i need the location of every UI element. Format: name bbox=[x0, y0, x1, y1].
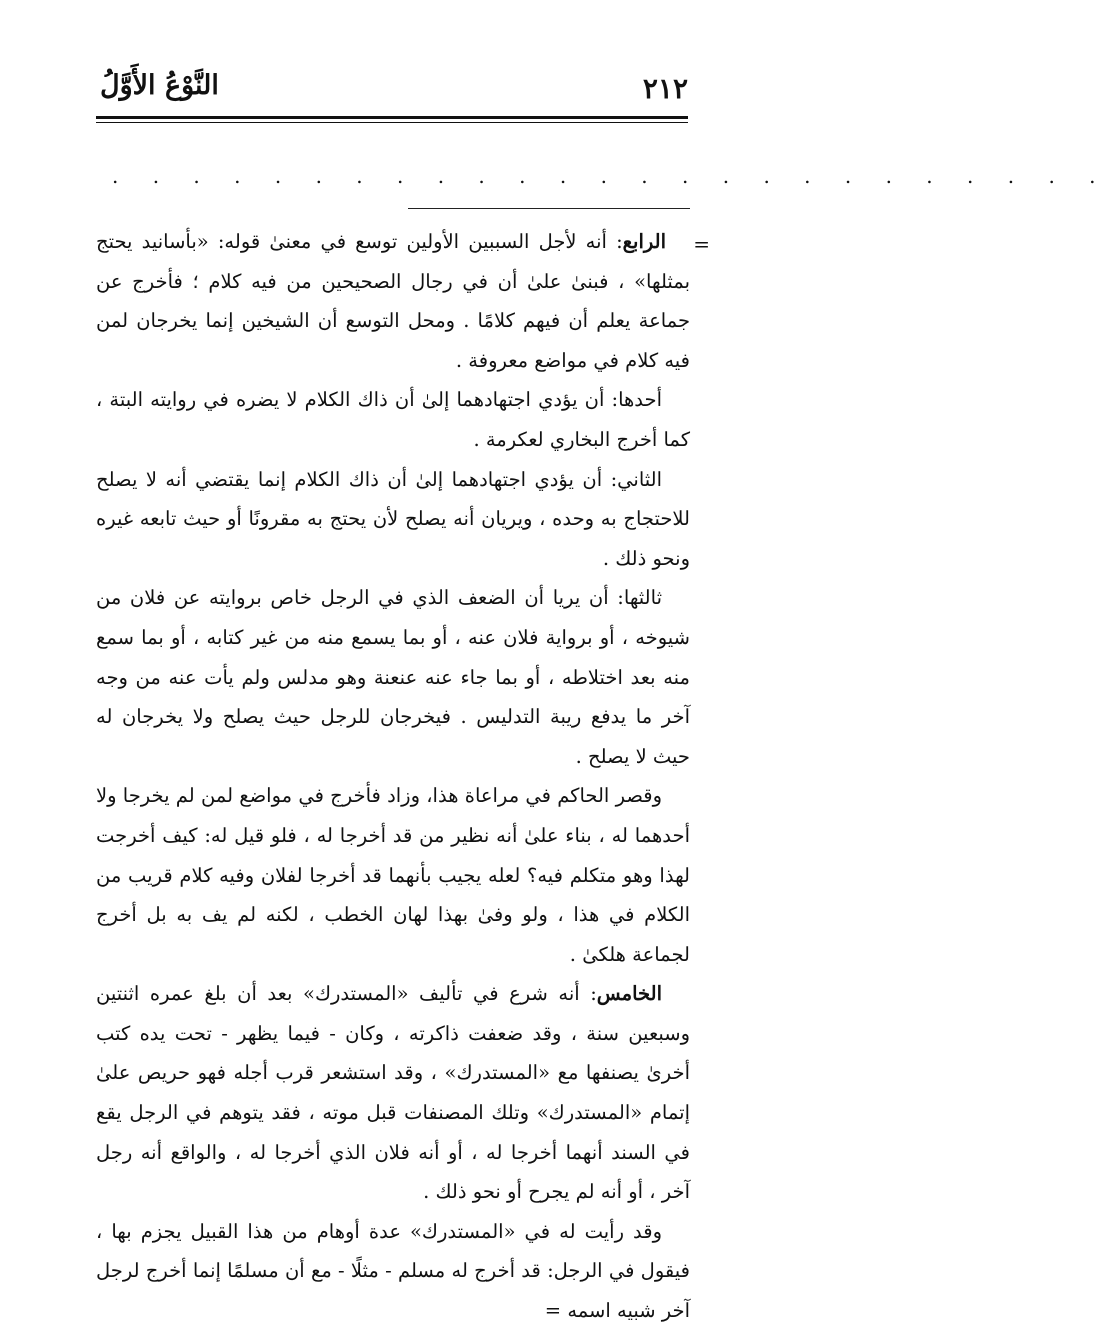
body-text bbox=[96, 222, 690, 1331]
paragraph-text: : أنه شرع في تأليف «المستدرك» بعد أن بلغ عمره اثنتين وسبعين سنة ، وقد ضعفت ذاكرته ، وكان - فيما يظهر - تحت يده كتب أخرىٰ يصنفها مع «المستدرك» ، وقد استشعر قرب أجله فهو حريص علىٰ إتمام «المستدرك» وتلك المصنفات قبل موته ، فقد يتوهم في الرجل يقع في السند أنهما أخرجا له ، أو أنه فلان الذي أخرجا له ، والواقع أنه رجل آخر ، أو أنه لم يجرح أو نحو ذلك . bbox=[96, 982, 690, 1204]
paragraph-text: أحدها: أن يؤدي اجتهادهما إلىٰ أن ذاك الكلام لا يضره في روايته البتة ، كما أخرج البخاري لعكرمة . bbox=[96, 388, 690, 451]
paragraph bbox=[96, 776, 690, 974]
paragraph-text: وقد رأيت له في «المستدرك» عدة أوهام من هذا القبيل يجزم بها ، فيقول في الرجل: قد أخرج له مسلم - مثلًا - مع أن مسلمًا إنما أخرج لرجل آخر شبيه اسمه = bbox=[96, 1219, 690, 1323]
header-rule-thick bbox=[96, 116, 688, 119]
page-number: ٢١٢ bbox=[642, 72, 688, 105]
continuation-mark: = bbox=[693, 232, 710, 256]
paragraph bbox=[96, 1212, 690, 1331]
paragraph-text: وقصر الحاكم في مراعاة هذا، وزاد فأخرج في مواضع لمن لم يخرجا ولا أحدهما له ، بناء علىٰ أنه نظير من قد أخرجا له ، فلو قيل له: كيف أخرجت لهذا وهو متكلم فيه؟ لعله يجيب بأنهما قد أخرجا لفلان وفيه كلام قريب من الكلام في هذا ، ولو وفىٰ بهذا لهان الخطب ، لكنه لم يف به بل أخرج لجماعة هلكىٰ . bbox=[96, 784, 690, 966]
paragraph-lead: الرابع bbox=[622, 230, 666, 253]
header-rule-thin bbox=[96, 122, 688, 123]
running-title: النَّوْعُ الأَوَّلُ bbox=[100, 70, 219, 101]
paragraph bbox=[96, 222, 690, 380]
footnote-rule bbox=[408, 208, 690, 209]
paragraph-lead: الخامس bbox=[596, 982, 662, 1006]
paragraph-text: : أنه لأجل السببين الأولين توسع في معنىٰ قوله: «بأسانيد يحتج بمثلها» ، فبنىٰ علىٰ أن في رجال الصحيحين من فيه كلام ؛ فأخرج عن جماعة يعلم أن فيهم كلامًا . ومحل التوسع أن الشيخين إنما يخرجان لمن فيه كلام في مواضع معروفة . bbox=[96, 230, 690, 372]
paragraph-text: ثالثها: أن يريا أن الضعف الذي في الرجل خاص بروايته عن فلان من شيوخه ، أو برواية فلان عنه ، أو بما يسمع منه من غير كتابه ، أو بما سمع منه بعد اختلاطه ، أو بما جاء عنه عنعنة وهو مدلس ولم يأت عنه من وجه آخر ما يدفع ريبة التدليس . فيخرجان للرجل حيث يصلح ولا يخرجان له حيث لا يصلح . bbox=[96, 586, 690, 768]
paragraph-text: الثاني: أن يؤدي اجتهادهما إلىٰ أن ذاك الكلام إنما يقتضي أنه لا يصلح للاحتجاج به وحده ، ويريان أنه يصلح لأن يحتج به مقرونًا أو حيث تابعه غيره ونحو ذلك . bbox=[96, 467, 690, 570]
page-header bbox=[100, 66, 688, 112]
paragraph bbox=[96, 380, 690, 459]
paragraph bbox=[96, 578, 690, 776]
paragraph bbox=[96, 460, 690, 579]
omission-dots: . . . . . . . . . . . . . . . . . . . . . . . . . bbox=[112, 164, 1110, 188]
paragraph bbox=[96, 974, 690, 1212]
